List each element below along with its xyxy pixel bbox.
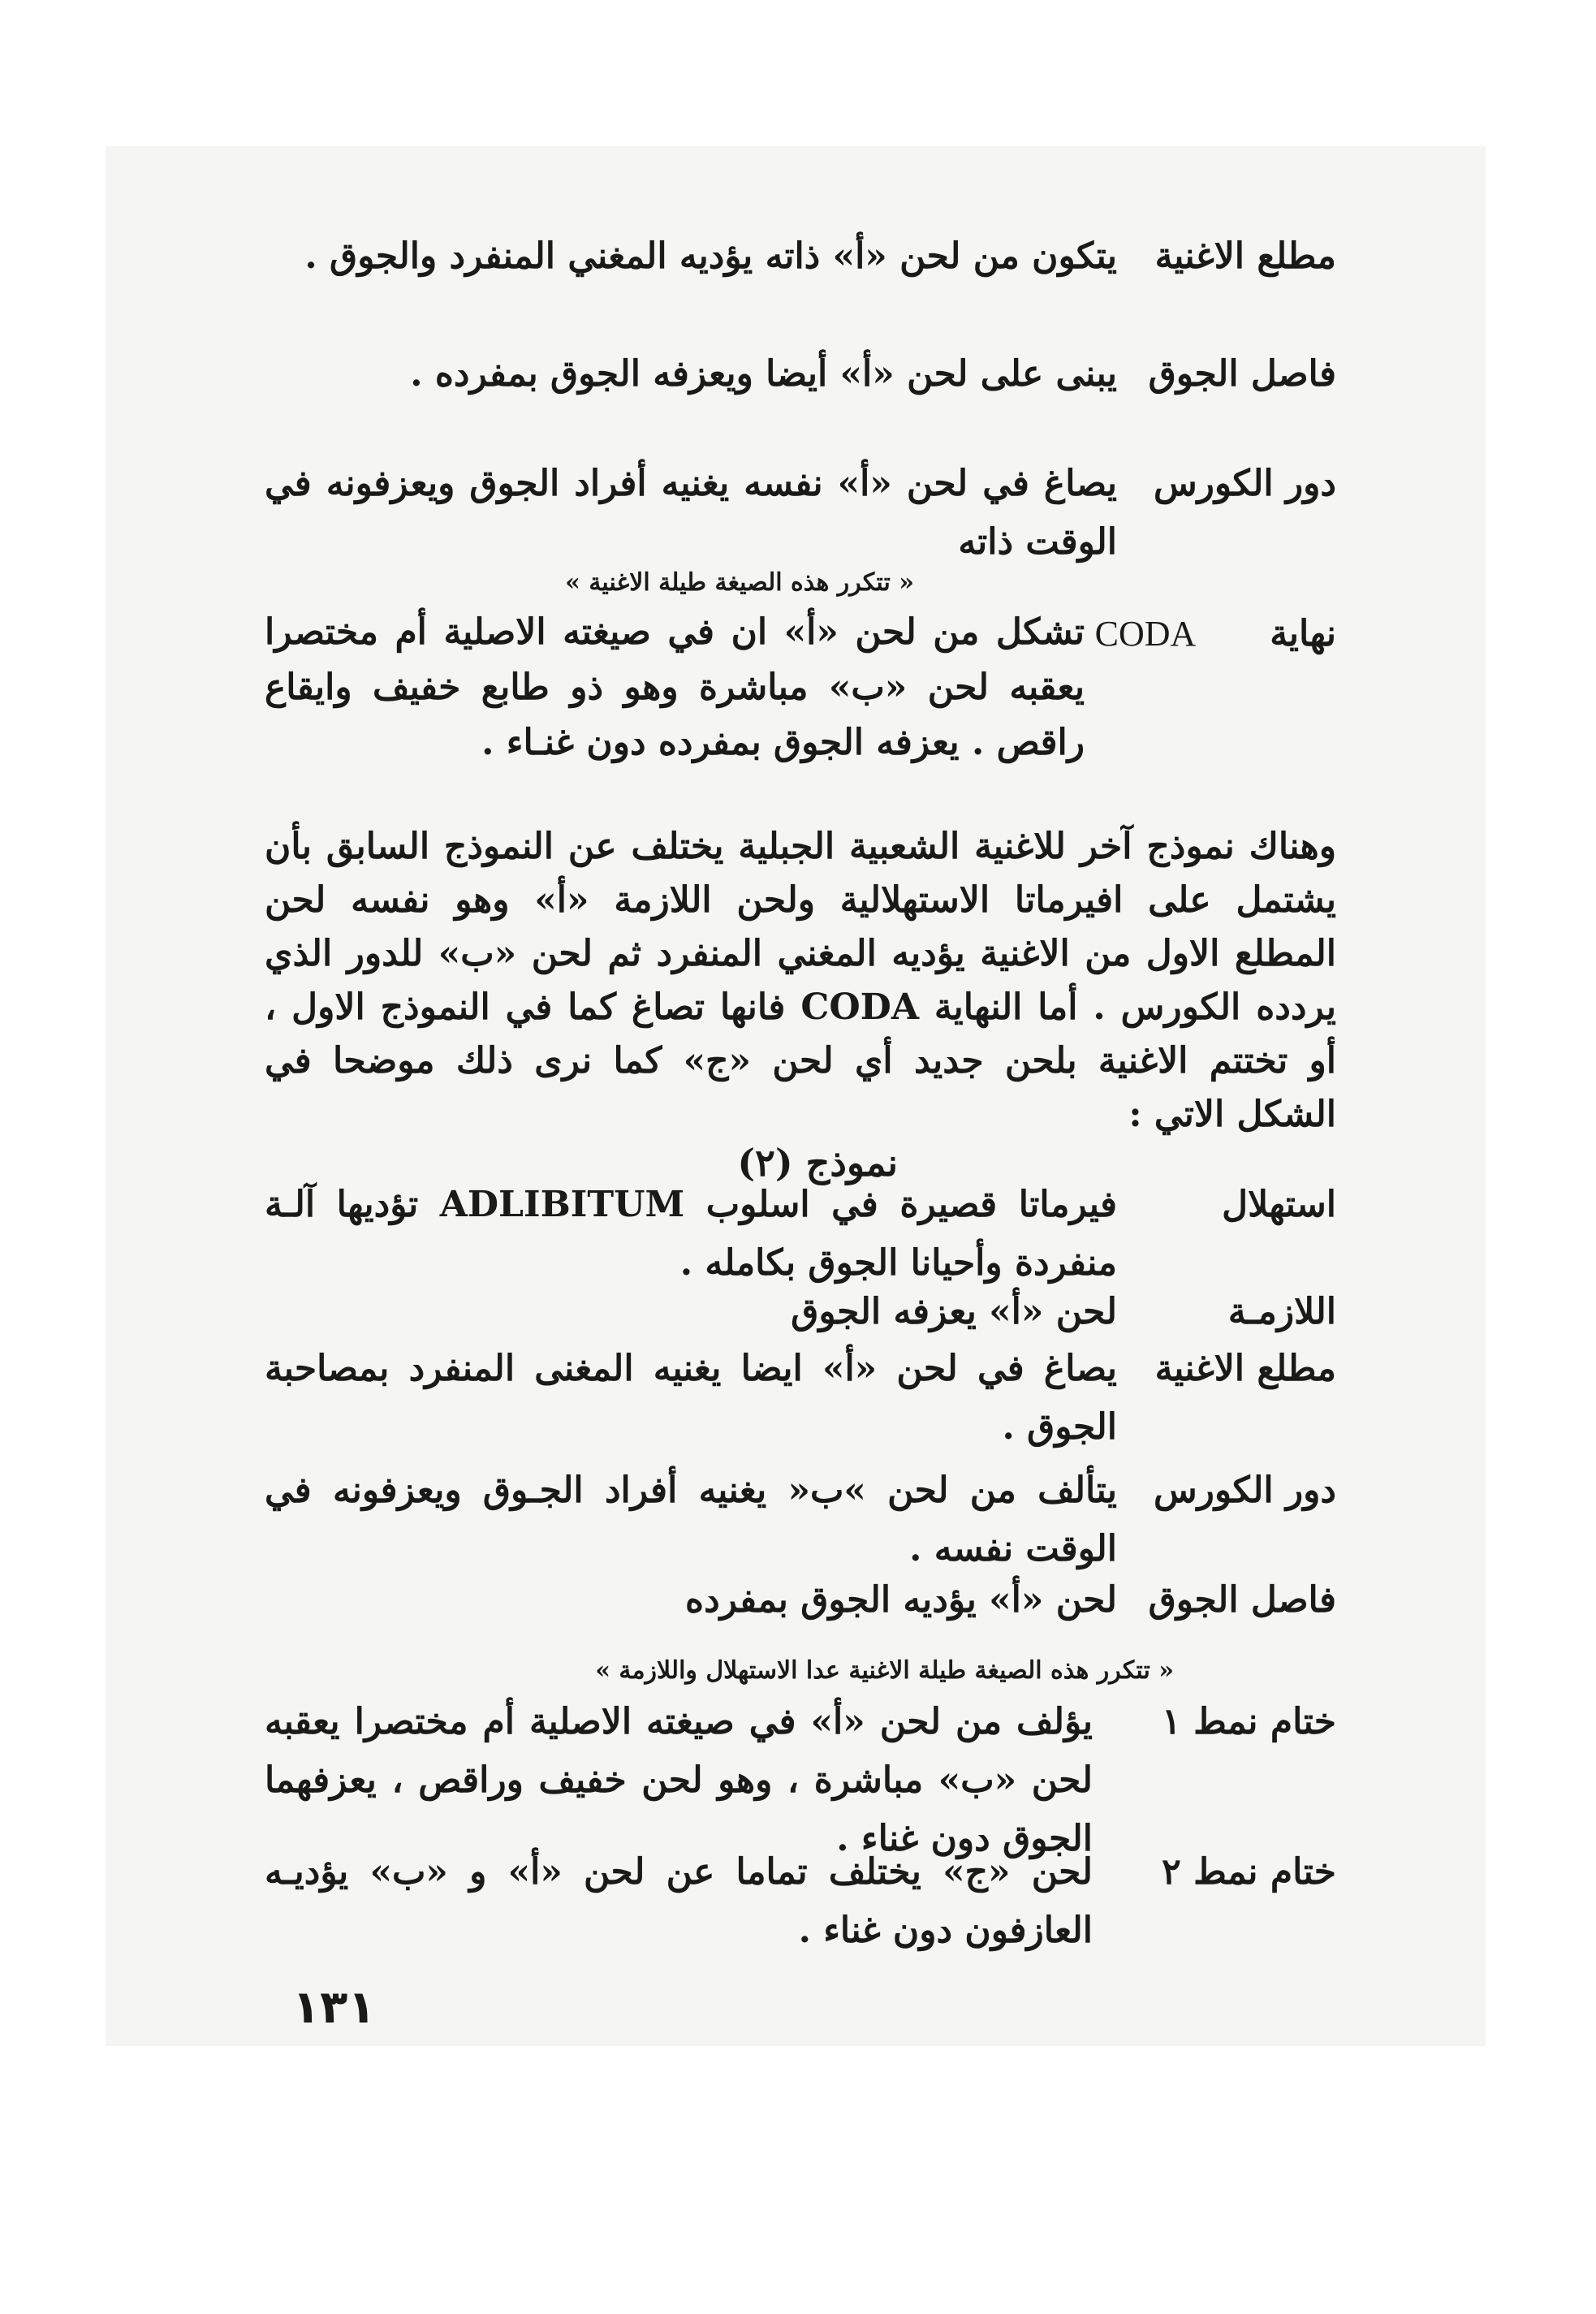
repeat-note: « تتكرر هذه الصيغة طيلة الاغنية عدا الاستهلال واللازمة » (595, 1656, 1174, 1685)
definition: يتألف من لحن »ب« يغنيه أفراد الجـوق ويعزفونه في الوقت نفسه . (265, 1470, 1117, 1569)
definition-row (265, 1283, 1336, 1341)
definition-row (265, 1340, 1336, 1457)
definition: يبنى على لحن «أ» أيضا ويعزفه الجوق بمفرده . (410, 353, 1117, 395)
section-heading: نموذج (٢) (737, 1141, 898, 1185)
repeat-note: « تتكرر هذه الصيغة طيلة الاغنية » (565, 568, 914, 597)
definition: لحن «ج» يختلف تماما عن لحن «أ» و «ب» يؤديـه العازفون دون غناء . (265, 1851, 1093, 1951)
coda-row (265, 605, 1336, 771)
term: فاصل الجوق (1148, 1579, 1336, 1621)
term: مطلع الاغنية (1154, 1348, 1336, 1389)
definition: يصاغ في لحن «أ» ايضا يغنيه المغنى المنفرد بمصاحبة الجوق . (265, 1348, 1117, 1448)
term: اللازمـة (1227, 1291, 1336, 1332)
body-paragraph: وهناك نموذج آخر للاغنية الشعبية الجبلية يختلف عن النموذج السابق بأن يشتمل على افيرماتا الاستهلالية ولحن اللازمة «أ» وهو نفسه لحن المطلع الاول من الاغنية يؤديه المغني المنفرد ثم لحن «ب» للدور الذي يردده الكورس . أما النهاية CODA فانها تصاغ كما في النموذج الاول ، أو تختتم الاغنية بلحن جديد أي لحن «ج» كما نرى ذلك موضحا في الشكل الاتي : (265, 826, 1337, 1135)
definition-row (265, 345, 1336, 404)
term: دور الكورس (1153, 463, 1336, 504)
term: فاصل الجوق (1148, 353, 1336, 395)
definition-row (265, 1461, 1336, 1578)
term: ختام نمط ٢ (1162, 1851, 1336, 1893)
definition: تشكل من لحن «أ» ان في صيغته الاصلية أم مختصرا يعقبه لحن «ب» مباشرة وهو ذو طابع خفيف وايقاع راقص . يعزفه الجوق بمفرده دون غنـاء . (265, 611, 1085, 763)
definition: لحن «أ» يؤديه الجوق بمفرده (685, 1579, 1117, 1621)
term: دور الكورس (1153, 1470, 1336, 1511)
definition-row (265, 1571, 1336, 1630)
definition-row (265, 1693, 1336, 1868)
definition-row (265, 1176, 1336, 1293)
definition: يتكون من لحن «أ» ذاته يؤديه المغني المنفرد والجوق . (304, 235, 1117, 277)
definition-row (265, 455, 1336, 572)
term: نهاية (1270, 613, 1336, 654)
definition: لحن «أ» يعزفه الجوق (791, 1291, 1117, 1332)
term: ختام نمط ١ (1162, 1701, 1336, 1742)
definition-row (265, 227, 1336, 286)
definition: يصاغ في لحن «أ» نفسه يغنيه أفراد الجوق ويعزفونه في الوقت ذاته (265, 463, 1117, 563)
definition: فيرماتا قصيرة في اسلوب ADLIBITUM تؤديها آلـة منفردة وأحيانا الجوق بكامله . (265, 1184, 1117, 1284)
page-number: ١٣١ (292, 1981, 376, 2034)
term: استهلال (1222, 1184, 1336, 1225)
definition-row (265, 1843, 1336, 1960)
coda-latin: CODA (1094, 614, 1197, 654)
term: مطلع الاغنية (1154, 235, 1336, 277)
definition: يؤلف من لحن «أ» في صيغته الاصلية أم مختصرا يعقبه لحن «ب» مباشرة ، وهو لحن خفيف وراقص ، يعزفهما الجوق دون غناء . (265, 1701, 1093, 1859)
